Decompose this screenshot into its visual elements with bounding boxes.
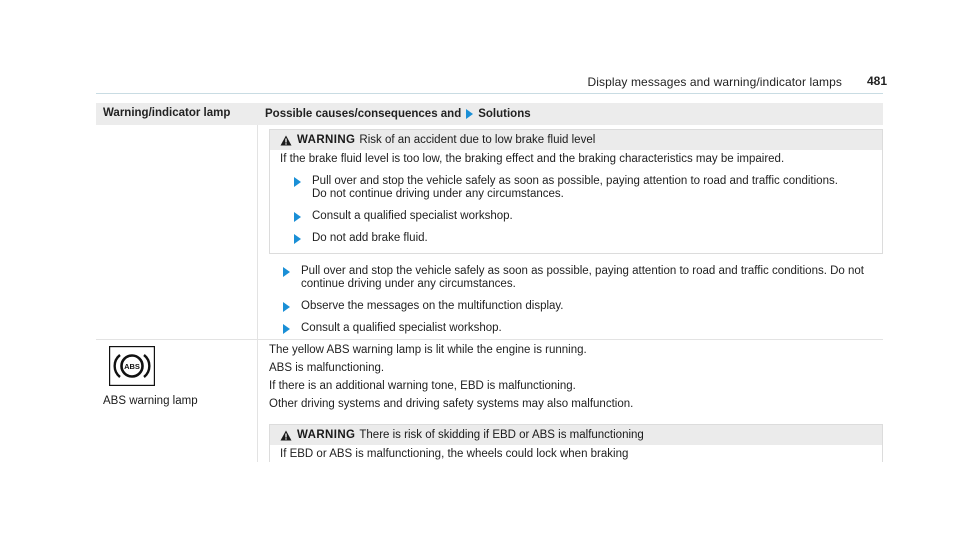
lamp-label: ABS warning lamp: [103, 395, 198, 407]
warning-text: If EBD or ABS is malfunctioning, the wheels could lock when braking: [280, 448, 629, 460]
list-item: [280, 232, 882, 245]
arrow-right-icon: [466, 109, 473, 119]
description-line: Other driving systems and driving safety systems may also malfunction.: [269, 398, 634, 410]
lamp-cell-empty: [96, 125, 257, 339]
warning-triangle-icon: [280, 430, 292, 441]
warning-box-brake-fluid: [269, 129, 883, 254]
abs-warning-lamp-icon: [109, 346, 155, 386]
list-item-text: Pull over and stop the vehicle safely as soon as possible, paying attention to road and traffic conditions. Do not continue driving under any circumstances.: [312, 175, 838, 200]
header-divider: [96, 93, 883, 94]
list-item-text: Do not add brake fluid.: [312, 232, 428, 244]
warning-header: [270, 425, 882, 445]
causes-cell: [257, 340, 883, 462]
column-header-lamp: Warning/indicator lamp: [103, 107, 231, 119]
table-header-row: [96, 103, 883, 125]
list-item: [280, 210, 882, 223]
warning-triangle-icon: [280, 135, 292, 146]
column-header-causes-text: Possible causes/consequences and: [265, 108, 462, 120]
arrow-right-icon: [283, 267, 290, 277]
warning-header: [270, 130, 882, 150]
list-item: [269, 300, 883, 313]
arrow-right-icon: [294, 212, 301, 222]
list-item-text: Pull over and stop the vehicle safely as soon as possible, paying attention to road and traffic conditions. Do not continue driving under any circumstances.: [301, 265, 864, 290]
arrow-right-icon: [294, 234, 301, 244]
description-line: ABS is malfunctioning.: [269, 362, 385, 374]
warning-lamp-table: [96, 103, 883, 462]
warning-title: Risk of an accident due to low brake fluid level: [359, 134, 596, 146]
table-row: [96, 125, 883, 339]
list-item-text: Observe the messages on the multifunction display.: [301, 300, 564, 312]
warning-title: There is risk of skidding if EBD or ABS is malfunctioning: [359, 429, 644, 441]
list-item-text: Consult a qualified specialist workshop.: [301, 322, 502, 334]
column-header-causes: [258, 103, 883, 125]
causes-cell: [257, 125, 883, 339]
warning-body: [270, 150, 882, 253]
list-item-text: Consult a qualified specialist workshop.: [312, 210, 513, 222]
arrow-right-icon: [294, 177, 301, 187]
lamp-cell: [96, 340, 257, 462]
description-line: If there is an additional warning tone, EBD is malfunctioning.: [269, 380, 576, 392]
description-line: The yellow ABS warning lamp is lit while the engine is running.: [269, 344, 587, 356]
list-item: [269, 322, 883, 335]
column-header-solutions-text: Solutions: [478, 108, 531, 120]
warning-body: [270, 445, 882, 461]
arrow-right-icon: [283, 324, 290, 334]
warning-label: WARNING: [297, 134, 356, 146]
list-item: [269, 265, 883, 291]
page-number: 481: [867, 74, 888, 88]
list-item: [280, 175, 882, 201]
warning-label: WARNING: [297, 429, 356, 441]
warning-box-abs: [269, 424, 883, 462]
abs-icon-label: ABS: [124, 362, 140, 371]
running-header-title: Display messages and warning/indicator lamps: [587, 75, 842, 89]
solutions-list: [269, 254, 883, 335]
table-row: [96, 339, 883, 462]
arrow-right-icon: [283, 302, 290, 312]
warning-text: If the brake fluid level is too low, the braking effect and the braking characteristics may be impaired.: [280, 153, 785, 165]
